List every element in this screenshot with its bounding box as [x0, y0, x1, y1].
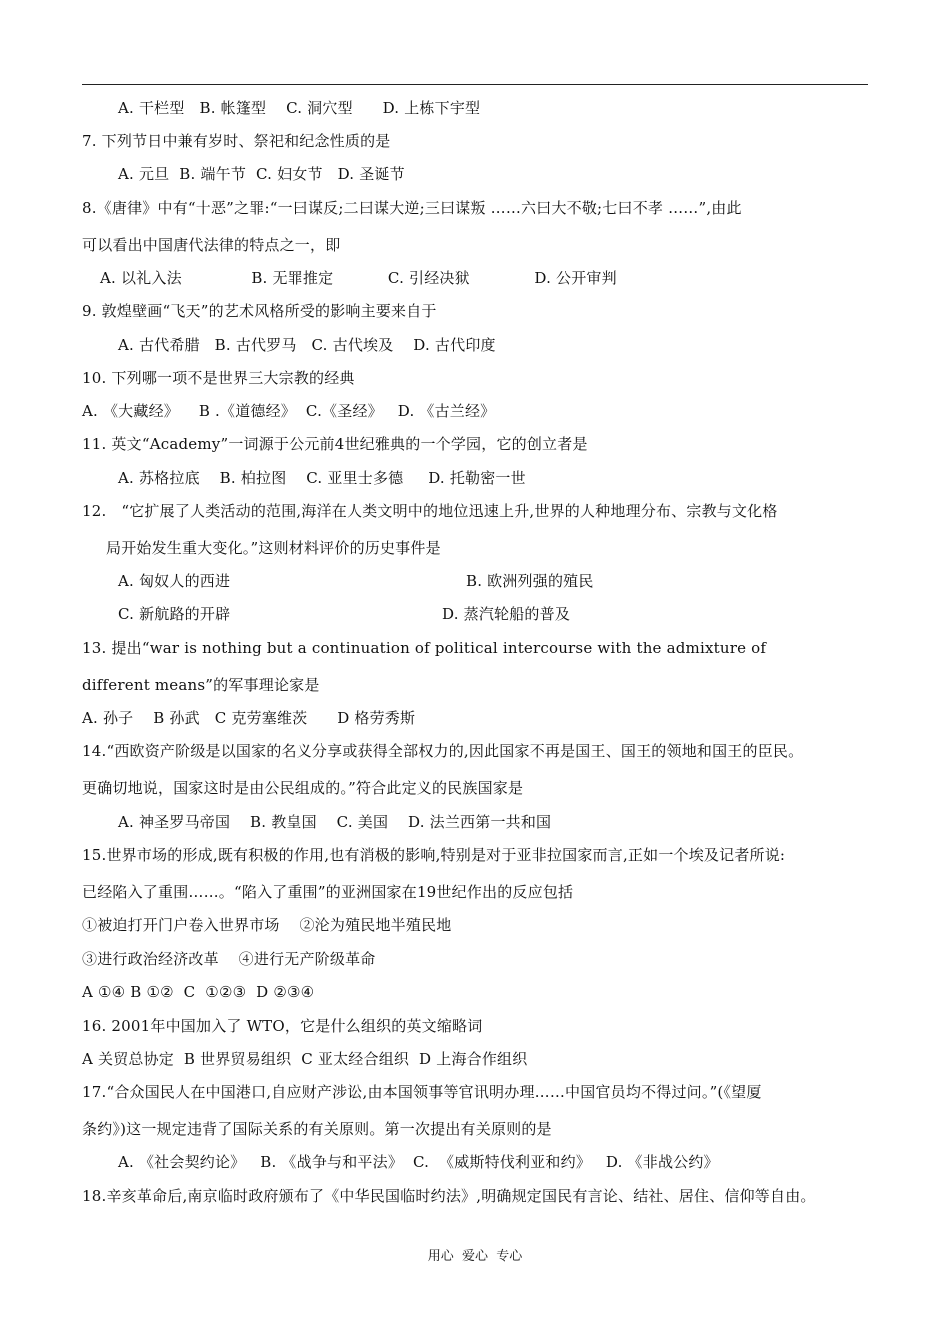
q10-stem: 10. 下列哪一项不是世界三大宗教的经典 — [82, 369, 355, 387]
q8-options: A. 以礼入法 B. 无罪推定 C. 引经决狱 D. 公开审判 — [100, 269, 617, 287]
q14-stem-line1: 14.“西欧资产阶级是以国家的名义分享或获得全部权力的,因此国家不再是国王、国王的领地和国王的臣民。 — [82, 742, 804, 760]
q12-stem-line1: 12. “它扩展了人类活动的范围,海洋在人类文明中的地位迅速上升,世界的人种地理分布、宗教与文化格 — [82, 502, 778, 520]
q9-options: A. 古代希腊 B. 古代罗马 C. 古代埃及 D. 古代印度 — [118, 336, 496, 354]
q17-stem-line2: 条约》)这一规定违背了国际关系的有关原则。第一次提出有关原则的是 — [82, 1120, 552, 1138]
q17-options: A. 《社会契约论》 B. 《战争与和平法》 C. 《威斯特伐利亚和约》 D. 《非战公约》 — [118, 1153, 719, 1171]
header-rule — [82, 84, 868, 85]
q15-choices-line2: ③进行政治经济改革 ④进行无产阶级革命 — [82, 950, 376, 968]
page-footer: 用心 爱心 专心 — [427, 1249, 523, 1264]
q15-stem-line1: 15.世界市场的形成,既有积极的作用,也有消极的影响,特别是对于亚非拉国家而言,正如一个埃及记者所说: — [82, 846, 786, 864]
q10-options: A. 《大藏经》 B .《道德经》 C.《圣经》 D. 《古兰经》 — [82, 402, 496, 420]
q14-stem-line2: 更确切地说，国家这时是由公民组成的。”符合此定义的民族国家是 — [82, 779, 524, 797]
q15-options: A ①④ B ①② C ①②③ D ②③④ — [82, 983, 315, 1001]
q7-options: A. 元旦 B. 端午节 C. 妇女节 D. 圣诞节 — [118, 165, 405, 183]
q15-stem-line2: 已经陷入了重围……。“陷入了重围”的亚洲国家在19世纪作出的反应包括 — [82, 883, 574, 901]
q16-options: A 关贸总协定 B 世界贸易组织 C 亚太经合组织 D 上海合作组织 — [82, 1050, 528, 1068]
q13-options: A. 孙子 B 孙武 C 克劳塞维茨 D 格劳秀斯 — [82, 709, 416, 727]
q11-options: A. 苏格拉底 B. 柏拉图 C. 亚里士多德 D. 托勒密一世 — [118, 469, 526, 487]
q14-options: A. 神圣罗马帝国 B. 教皇国 C. 美国 D. 法兰西第一共和国 — [118, 813, 552, 831]
q12-option-c: C. 新航路的开辟 — [118, 605, 231, 623]
q8-stem-line2: 可以看出中国唐代法律的特点之一，即 — [82, 236, 341, 254]
q12-option-d: D. 蒸汽轮船的普及 — [442, 605, 571, 623]
q16-stem: 16. 2001年中国加入了 WTO，它是什么组织的英文缩略词 — [82, 1017, 483, 1035]
q8-stem-line1: 8.《唐律》中有“十恶”之罪:“一曰谋反;二曰谋大逆;三曰谋叛 ……六曰大不敬;七曰不孝 ……”,由此 — [82, 199, 742, 217]
q9-stem: 9. 敦煌壁画“飞天”的艺术风格所受的影响主要来自于 — [82, 302, 437, 320]
q15-choices-line1: ①被迫打开门户卷入世界市场 ②沦为殖民地半殖民地 — [82, 916, 452, 934]
q13-stem-line2: different means”的军事理论家是 — [82, 676, 320, 694]
q7-stem: 7. 下列节日中兼有岁时、祭祀和纪念性质的是 — [82, 132, 391, 150]
q11-stem: 11. 英文“Academy”一词源于公元前4世纪雅典的一个学园，它的创立者是 — [82, 435, 588, 453]
q13-stem-line1: 13. 提出“war is nothing but a continuation of political intercourse with the admixture of — [82, 639, 767, 657]
q18-stem: 18.辛亥革命后,南京临时政府颁布了《中华民国临时约法》,明确规定国民有言论、结社、居住、信仰等自由。 — [82, 1187, 816, 1205]
q17-stem-line1: 17.“合众国民人在中国港口,自应财产涉讼,由本国领事等官讯明办理……中国官员均不得过问。”(《望厦 — [82, 1083, 762, 1101]
q12-option-b: B. 欧洲列强的殖民 — [466, 572, 594, 590]
q12-option-a: A. 匈奴人的西进 — [118, 572, 231, 590]
q12-stem-line2: 局开始发生重大变化。”这则材料评价的历史事件是 — [106, 539, 441, 557]
q6-options: A. 干栏型 B. 帐篷型 C. 洞穴型 D. 上栋下宇型 — [118, 99, 481, 117]
